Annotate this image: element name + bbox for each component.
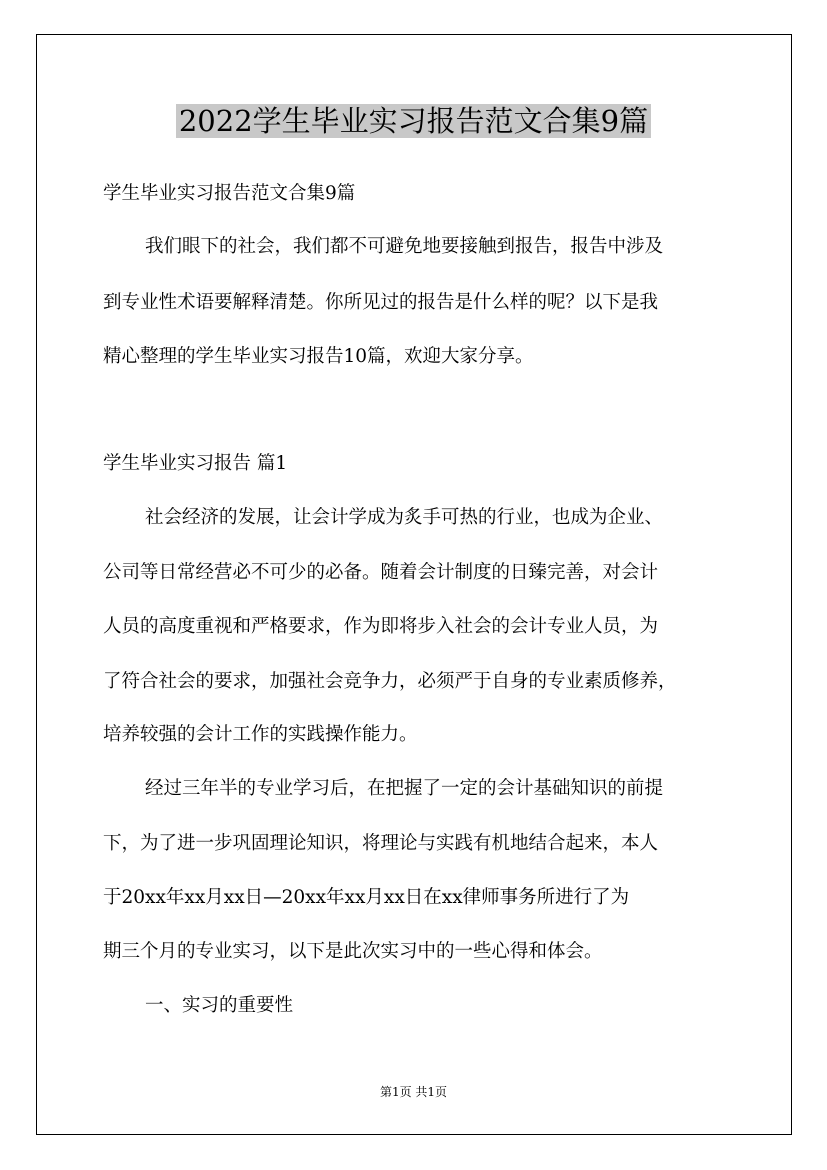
section-heading: 学生毕业实习报告 篇1 xyxy=(103,453,288,474)
paragraph2-line-3: 于20xx年xx月xx日—20xx年xx月xx日在xx律师事务所进行了为 xyxy=(103,887,630,908)
subheading: 一、实习的重要性 xyxy=(145,995,294,1016)
intro-line-3: 精心整理的学生毕业实习报告10篇，欢迎大家分享。 xyxy=(103,346,534,367)
paragraph2-line-4: 期三个月的专业实习，以下是此次实习中的一些心得和体会。 xyxy=(103,941,603,962)
paragraph1-line-1: 社会经济的发展，让会计学成为炙手可热的行业，也成为企业、 xyxy=(145,507,664,528)
paragraph1-line-5: 培养较强的会计工作的实践操作能力。 xyxy=(103,724,418,745)
intro-line-2: 到专业性术语要解释清楚。你所见过的报告是什么样的呢？以下是我 xyxy=(103,292,659,313)
page-footer: 第1页 共1页 xyxy=(379,1085,448,1099)
document-subtitle: 学生毕业实习报告范文合集9篇 xyxy=(103,183,356,204)
paragraph1-line-2: 公司等日常经营必不可少的必备。随着会计制度的日臻完善，对会计 xyxy=(103,562,659,583)
intro-line-1: 我们眼下的社会，我们都不可避免地要接触到报告，报告中涉及 xyxy=(145,236,664,257)
document-title-text: 2022学生毕业实习报告范文合集9篇 xyxy=(176,104,651,138)
paragraph2-line-1: 经过三年半的专业学习后，在把握了一定的会计基础知识的前提 xyxy=(145,778,664,799)
paragraph1-line-3: 人员的高度重视和严格要求，作为即将步入社会的会计专业人员，为 xyxy=(103,616,659,637)
document-title xyxy=(0,98,827,144)
paragraph2-line-2: 下，为了进一步巩固理论知识，将理论与实践有机地结合起来，本人 xyxy=(103,833,659,854)
paragraph1-line-4: 了符合社会的要求，加强社会竞争力，必须严于自身的专业素质修养， xyxy=(103,671,677,692)
